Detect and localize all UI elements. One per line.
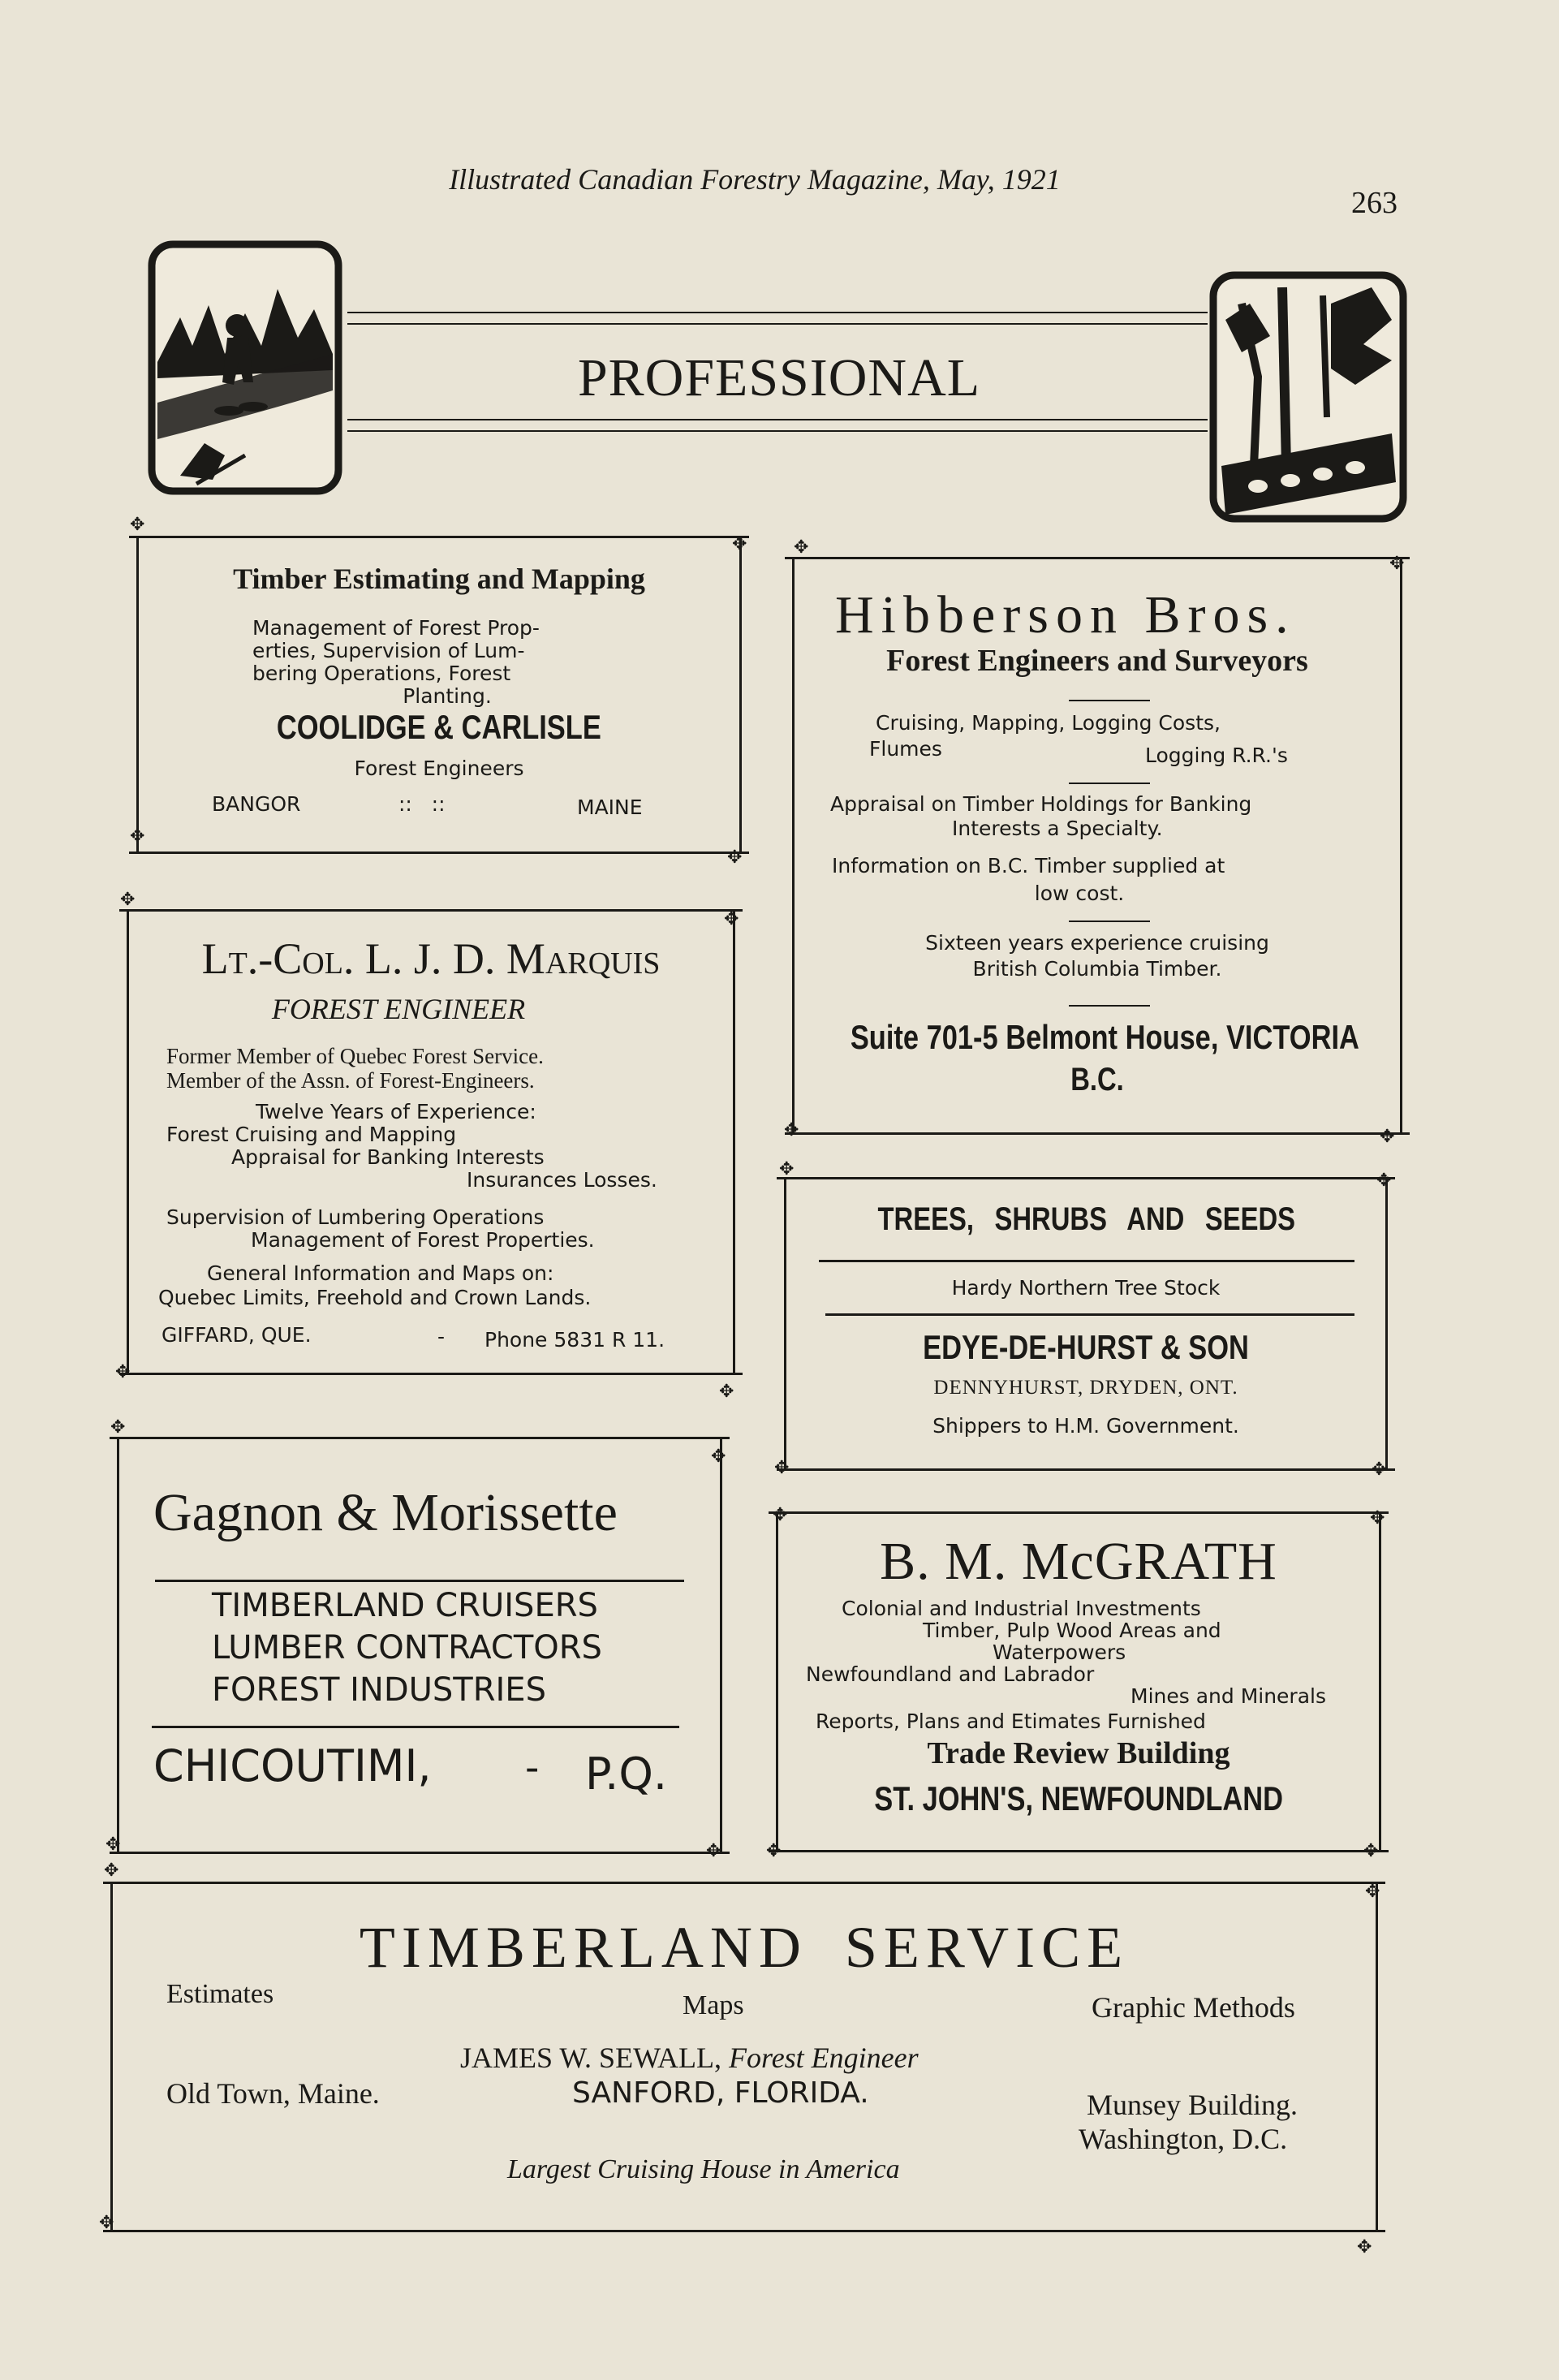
divider — [1069, 700, 1150, 701]
marquis-line: Appraisal for Banking Interests — [231, 1145, 545, 1169]
membership — [166, 1044, 702, 1093]
cross-fleuron-icon: ✥ — [1365, 1882, 1380, 1902]
firm-name: Gagnon & Morissette — [153, 1483, 618, 1542]
address-line-2: B.C. — [1070, 1062, 1124, 1097]
desc-line: bering Operations, Forest — [252, 662, 511, 685]
cross-fleuron-icon: ✥ — [706, 1841, 721, 1861]
munsey-building: Munsey Building. — [1087, 2089, 1298, 2121]
supervision — [166, 1206, 702, 1252]
marquis-line: Supervision of Lumbering Operations — [166, 1205, 545, 1229]
company-name: COOLIDGE & CARLISLE — [277, 708, 601, 746]
tree-stock: Hardy Northern Tree Stock — [951, 1276, 1221, 1300]
cross-fleuron-icon: ✥ — [724, 909, 739, 929]
service-item: TIMBERLAND CRUISERS — [212, 1587, 598, 1624]
cross-fleuron-icon: ✥ — [130, 826, 145, 847]
experience-line: British Columbia Timber. — [972, 957, 1222, 981]
cross-fleuron-icon: ✥ — [1380, 1127, 1395, 1147]
business-line: Reports, Plans and Etimates Furnished — [816, 1710, 1206, 1733]
cross-fleuron-icon: ✥ — [106, 1835, 121, 1855]
marquis-line: Management of Forest Properties. — [251, 1228, 595, 1252]
cross-fleuron-icon: ✥ — [110, 1417, 126, 1438]
graphic-methods: Graphic Methods — [1092, 1991, 1295, 2024]
cross-fleuron-icon: ✥ — [711, 1447, 726, 1467]
cross-fleuron-icon: ✥ — [1370, 1508, 1385, 1528]
province: P.Q. — [585, 1748, 667, 1800]
desc-line: Management of Forest Prop- — [252, 616, 540, 640]
marquis-line: Forest Cruising and Mapping — [166, 1123, 457, 1146]
services-underline — [152, 1726, 679, 1728]
company-role: Forest Engineers — [354, 757, 524, 780]
info-line: Information on B.C. Timber supplied at — [832, 854, 1225, 877]
city: ST. JOHN'S, NEWFOUNDLAND — [874, 1779, 1283, 1817]
dash: - — [525, 1745, 540, 1791]
ad-heading: Timber Estimating and Mapping — [233, 563, 645, 595]
cross-fleuron-icon: ✥ — [104, 1860, 119, 1881]
general-info — [158, 1261, 702, 1310]
old-town: Old Town, Maine. — [166, 2077, 380, 2110]
cross-fleuron-icon: ✥ — [784, 1120, 799, 1140]
ad-mcgrath — [776, 1511, 1381, 1852]
ad-description — [252, 617, 642, 708]
title-rule-top-1 — [347, 312, 1208, 313]
cross-fleuron-icon: ✥ — [99, 2213, 114, 2233]
ad-gagnon-morissette — [117, 1437, 722, 1854]
cross-fleuron-icon: ✥ — [1376, 1171, 1392, 1191]
cross-fleuron-icon: ✥ — [1363, 1841, 1379, 1861]
cross-fleuron-icon: ✥ — [732, 534, 747, 554]
experience — [166, 1101, 702, 1192]
title-rule-top-2 — [347, 323, 1208, 325]
firm-name: Hibberson Bros. — [835, 585, 1296, 645]
cross-fleuron-icon: ✥ — [727, 847, 743, 868]
engineer-title: FOREST ENGINEER — [271, 993, 526, 1025]
ad-edye-de-hurst — [784, 1177, 1388, 1471]
location: GIFFARD, QUE. — [161, 1323, 312, 1347]
cross-fleuron-icon: ✥ — [1372, 1459, 1387, 1480]
location: DENNYHURST, DRYDEN, ONT. — [933, 1377, 1238, 1399]
business-line: Newfoundland and Labrador — [806, 1662, 1095, 1686]
dash: - — [437, 1325, 446, 1348]
estimates: Estimates — [166, 1979, 274, 2009]
cross-fleuron-icon: ✥ — [773, 1505, 788, 1525]
business-line: Mines and Minerals — [1130, 1684, 1327, 1708]
services-flumes: Flumes — [869, 737, 942, 761]
engineer-name: Lt.-Col. L. J. D. Marquis — [201, 934, 661, 983]
cross-fleuron-icon: ✥ — [120, 890, 136, 910]
shippers: Shippers to H.M. Government. — [932, 1414, 1239, 1438]
appraisal-line: Appraisal on Timber Holdings for Banking — [830, 792, 1252, 816]
services-list — [212, 1585, 602, 1711]
business-lines — [806, 1597, 1366, 1732]
desc-line: Planting. — [403, 684, 492, 708]
appraisal-line: Interests a Specialty. — [952, 817, 1163, 840]
business-line: Timber, Pulp Wood Areas and — [923, 1619, 1221, 1642]
experience-line: Sixteen years experience cruising — [925, 931, 1269, 955]
ad-hibberson-bros — [792, 554, 1405, 1135]
engineer-line — [460, 2041, 919, 2075]
address-line-1: Suite 701-5 Belmont House, VICTORIA — [850, 1018, 1359, 1056]
cross-fleuron-icon: ✥ — [794, 537, 809, 558]
service-item: LUMBER CONTRACTORS — [212, 1629, 602, 1666]
info-text — [832, 852, 1384, 908]
cross-fleuron-icon: ✥ — [130, 515, 145, 535]
section-title: PROFESSIONAL — [577, 348, 981, 407]
sanford: SANFORD, FLORIDA. — [572, 2076, 869, 2110]
service-item: FOREST INDUSTRIES — [212, 1671, 546, 1709]
divider — [1069, 921, 1150, 922]
business-line: Colonial and Industrial Investments — [842, 1597, 1201, 1620]
engineer-name: JAMES W. SEWALL, — [460, 2042, 722, 2074]
washington: Washington, D.C. — [1079, 2123, 1288, 2155]
firm-name-underline — [155, 1580, 684, 1582]
cross-fleuron-icon: ✥ — [719, 1382, 734, 1402]
firm-name: EDYE-DE-HURST & SON — [923, 1328, 1249, 1366]
firm-name: B. M. McGRATH — [880, 1532, 1277, 1591]
ad-timberland-service — [110, 1882, 1378, 2232]
appraisal-text — [830, 792, 1382, 841]
ad-heading: TREES, SHRUBS AND SEEDS — [877, 1201, 1296, 1237]
business-line: Waterpowers — [993, 1641, 1126, 1664]
stock-underline — [825, 1313, 1354, 1316]
firm-tagline: Forest Engineers and Surveyors — [886, 644, 1308, 678]
cross-fleuron-icon: ✥ — [1389, 554, 1405, 574]
maps: Maps — [683, 1990, 744, 2020]
info-line: low cost. — [1034, 882, 1125, 905]
city: BANGOR — [212, 792, 301, 816]
ad-coolidge-carlisle — [136, 536, 742, 854]
marquis-line: Insurances Losses. — [467, 1168, 657, 1192]
building: Trade Review Building — [927, 1736, 1230, 1770]
marquis-line: Member of the Assn. of Forest-Engineers. — [166, 1068, 535, 1093]
city: CHICOUTIMI, — [153, 1740, 432, 1791]
page-number: 263 — [1351, 186, 1398, 220]
forest-log-pile-icon — [1209, 271, 1407, 523]
tagline: Largest Cruising House in America — [507, 2154, 900, 2184]
cross-fleuron-icon: ✥ — [1357, 2237, 1372, 2257]
marquis-line: General Information and Maps on: — [207, 1261, 554, 1285]
phone: Phone 5831 R 11. — [484, 1328, 665, 1352]
desc-line: erties, Supervision of Lum- — [252, 639, 525, 662]
divider — [1069, 783, 1150, 784]
state: MAINE — [577, 795, 643, 819]
snowshoe-woodsman-icon — [148, 240, 342, 495]
cross-fleuron-icon: ✥ — [779, 1159, 795, 1179]
cross-fleuron-icon: ✥ — [115, 1362, 131, 1382]
cross-fleuron-icon: ✥ — [766, 1841, 782, 1861]
services-rr: Logging R.R.'s — [1145, 744, 1288, 767]
engineer-role: Forest Engineer — [729, 2042, 919, 2074]
services-line: Cruising, Mapping, Logging Costs, — [876, 711, 1221, 735]
title-rule-bottom-2 — [347, 430, 1208, 432]
marquis-line: Twelve Years of Experience: — [256, 1100, 536, 1123]
heading-underline — [819, 1260, 1354, 1262]
divider — [1069, 1005, 1150, 1007]
marquis-line: Former Member of Quebec Forest Service. — [166, 1044, 544, 1068]
title-rule-bottom-1 — [347, 419, 1208, 420]
service-title: TIMBERLAND SERVICE — [359, 1915, 1130, 1980]
cross-fleuron-icon: ✥ — [774, 1458, 790, 1478]
marquis-line: Quebec Limits, Freehold and Crown Lands. — [158, 1286, 592, 1309]
separator: :: :: — [398, 792, 446, 816]
ad-marquis — [127, 909, 735, 1375]
running-header: Illustrated Canadian Forestry Magazine, May, 1921 — [449, 163, 1061, 196]
experience-text — [795, 930, 1400, 982]
